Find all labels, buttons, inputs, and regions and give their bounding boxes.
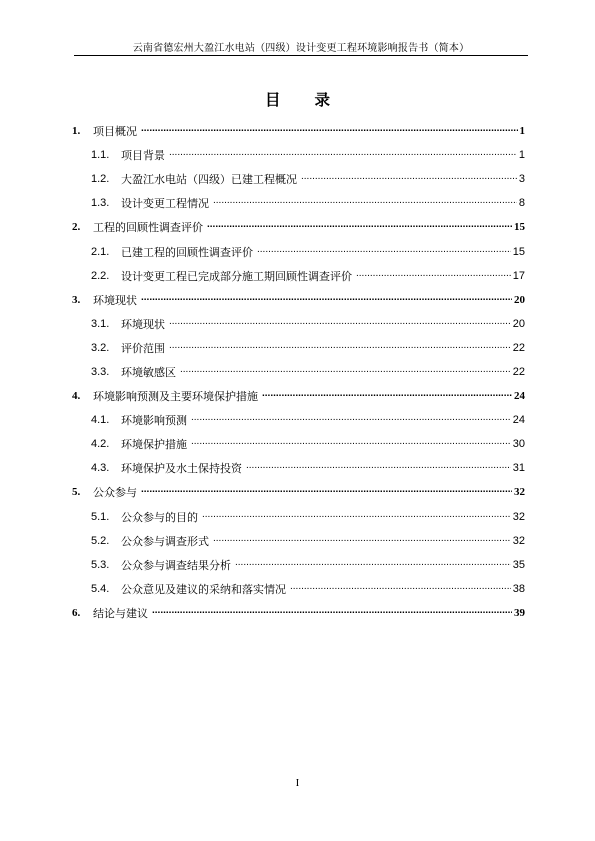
- toc-entry-number: 3.3.: [91, 365, 110, 378]
- toc-section-entry[interactable]: [72, 312, 525, 336]
- toc-section-entry[interactable]: [72, 432, 525, 456]
- toc-entry-number: 5.: [72, 486, 81, 499]
- toc-entry-title: 公众参与调查形式: [121, 534, 209, 548]
- toc-entry-number: 4.: [72, 390, 81, 403]
- toc-entry-title: 环境现状: [121, 317, 165, 331]
- toc-entry-number: 3.1.: [91, 317, 110, 330]
- toc-entry-title: 项目背景: [121, 149, 165, 163]
- toc-title-right: 录: [314, 90, 331, 109]
- toc-section-entry[interactable]: [72, 264, 525, 288]
- toc-entry-number: 1.1.: [91, 149, 110, 162]
- toc-entry-title: 环境现状: [93, 293, 137, 307]
- toc-entry-number: 5.2.: [91, 534, 110, 547]
- toc-leader-dots: [180, 366, 511, 378]
- toc-entry-number: 2.1.: [91, 245, 110, 258]
- toc-section-entry[interactable]: [72, 553, 525, 577]
- toc-title-left: 目: [264, 90, 281, 109]
- toc-entry-number: 4.2.: [91, 438, 110, 451]
- toc-entry-title: 评价范围: [121, 341, 165, 355]
- toc-entry-number: 5.1.: [91, 510, 110, 523]
- toc-section-entry[interactable]: [72, 408, 525, 432]
- page-number: I: [295, 777, 300, 789]
- toc-entry-number: 1.: [72, 125, 81, 138]
- toc-entry-page: 1: [518, 149, 525, 162]
- toc-entry-title: 大盈江水电站（四级）已建工程概况: [121, 173, 297, 187]
- table-of-contents: [72, 119, 525, 625]
- toc-entry-page: 30: [512, 438, 525, 451]
- toc-entry-page: 15: [512, 245, 525, 258]
- toc-entry-title: 项目概况: [93, 125, 137, 139]
- toc-chapter-entry[interactable]: [72, 601, 525, 625]
- toc-entry-title: 公众参与的目的: [121, 510, 198, 524]
- toc-entry-title: 环境保护措施: [121, 438, 187, 452]
- toc-entry-number: 6.: [72, 606, 81, 619]
- toc-leader-dots: [213, 197, 517, 209]
- toc-entry-title: 环境影响预测及主要环境保护措施: [93, 390, 258, 404]
- toc-entry-page: 32: [514, 486, 525, 499]
- running-header: 云南省德宏州大盈江水电站（四级）设计变更工程环境影响报告书（简本）: [132, 43, 470, 54]
- toc-section-entry[interactable]: [72, 505, 525, 529]
- toc-leader-dots: [141, 486, 512, 498]
- toc-entry-page: 38: [512, 582, 525, 595]
- toc-leader-dots: [141, 125, 518, 137]
- toc-entry-number: 2.: [72, 221, 81, 234]
- toc-section-entry[interactable]: [72, 191, 525, 215]
- toc-leader-dots: [290, 583, 511, 595]
- toc-chapter-entry[interactable]: [72, 384, 525, 408]
- toc-entry-number: 5.3.: [91, 558, 110, 571]
- toc-leader-dots: [169, 318, 511, 330]
- toc-entry-page: 17: [512, 269, 525, 282]
- toc-leader-dots: [246, 462, 511, 474]
- toc-entry-number: 1.2.: [91, 173, 110, 186]
- toc-leader-dots: [191, 414, 511, 426]
- toc-leader-dots: [169, 149, 517, 161]
- toc-title: [0, 88, 595, 110]
- toc-entry-page: 24: [514, 390, 525, 403]
- toc-entry-title: 公众参与调查结果分析: [121, 558, 231, 572]
- toc-entry-page: 35: [512, 558, 525, 571]
- toc-entry-number: 5.4.: [91, 582, 110, 595]
- toc-chapter-entry[interactable]: [72, 288, 525, 312]
- toc-entry-page: 20: [514, 293, 525, 306]
- toc-entry-number: 3.2.: [91, 341, 110, 354]
- toc-leader-dots: [202, 511, 511, 523]
- toc-entry-page: 15: [514, 221, 525, 234]
- toc-section-entry[interactable]: [72, 456, 525, 480]
- toc-leader-dots: [356, 270, 511, 282]
- toc-entry-page: 39: [514, 606, 525, 619]
- toc-section-entry[interactable]: [72, 143, 525, 167]
- toc-entry-page: 22: [512, 365, 525, 378]
- toc-chapter-entry[interactable]: [72, 480, 525, 504]
- toc-entry-number: 1.3.: [91, 197, 110, 210]
- toc-section-entry[interactable]: [72, 577, 525, 601]
- toc-chapter-entry[interactable]: [72, 119, 525, 143]
- toc-entry-page: 3: [518, 173, 525, 186]
- toc-leader-dots: [141, 294, 512, 306]
- toc-entry-title: 公众意见及建议的采纳和落实情况: [121, 582, 286, 596]
- toc-leader-dots: [213, 535, 511, 547]
- toc-section-entry[interactable]: [72, 336, 525, 360]
- toc-section-entry[interactable]: [72, 239, 525, 263]
- toc-entry-page: 8: [518, 197, 525, 210]
- toc-entry-title: 公众参与: [93, 486, 137, 500]
- toc-entry-title: 设计变更工程情况: [121, 197, 209, 211]
- toc-leader-dots: [301, 173, 517, 185]
- toc-entry-title: 设计变更工程已完成部分施工期回顾性调查评价: [121, 269, 352, 283]
- toc-section-entry[interactable]: [72, 360, 525, 384]
- toc-leader-dots: [191, 438, 511, 450]
- toc-entry-title: 已建工程的回顾性调查评价: [121, 245, 253, 259]
- toc-entry-title: 结论与建议: [93, 606, 148, 620]
- toc-leader-dots: [257, 246, 511, 258]
- header-rule: [74, 55, 528, 56]
- toc-leader-dots: [169, 342, 511, 354]
- toc-entry-page: 20: [512, 317, 525, 330]
- toc-leader-dots: [262, 390, 512, 402]
- toc-entry-number: 3.: [72, 293, 81, 306]
- toc-entry-title: 环境影响预测: [121, 414, 187, 428]
- toc-section-entry[interactable]: [72, 529, 525, 553]
- toc-entry-page: 31: [512, 462, 525, 475]
- toc-entry-title: 环境保护及水土保持投资: [121, 462, 242, 476]
- toc-leader-dots: [207, 221, 512, 233]
- toc-entry-page: 32: [512, 510, 525, 523]
- toc-entry-page: 32: [512, 534, 525, 547]
- toc-entry-number: 4.3.: [91, 462, 110, 475]
- toc-entry-title: 工程的回顾性调查评价: [93, 221, 203, 235]
- toc-entry-page: 22: [512, 341, 525, 354]
- toc-chapter-entry[interactable]: [72, 215, 525, 239]
- toc-entry-page: 1: [519, 125, 525, 138]
- toc-entry-number: 2.2.: [91, 269, 110, 282]
- toc-entry-page: 24: [512, 414, 525, 427]
- toc-section-entry[interactable]: [72, 167, 525, 191]
- toc-leader-dots: [235, 559, 511, 571]
- toc-entry-number: 4.1.: [91, 414, 110, 427]
- toc-leader-dots: [152, 607, 512, 619]
- toc-entry-title: 环境敏感区: [121, 365, 176, 379]
